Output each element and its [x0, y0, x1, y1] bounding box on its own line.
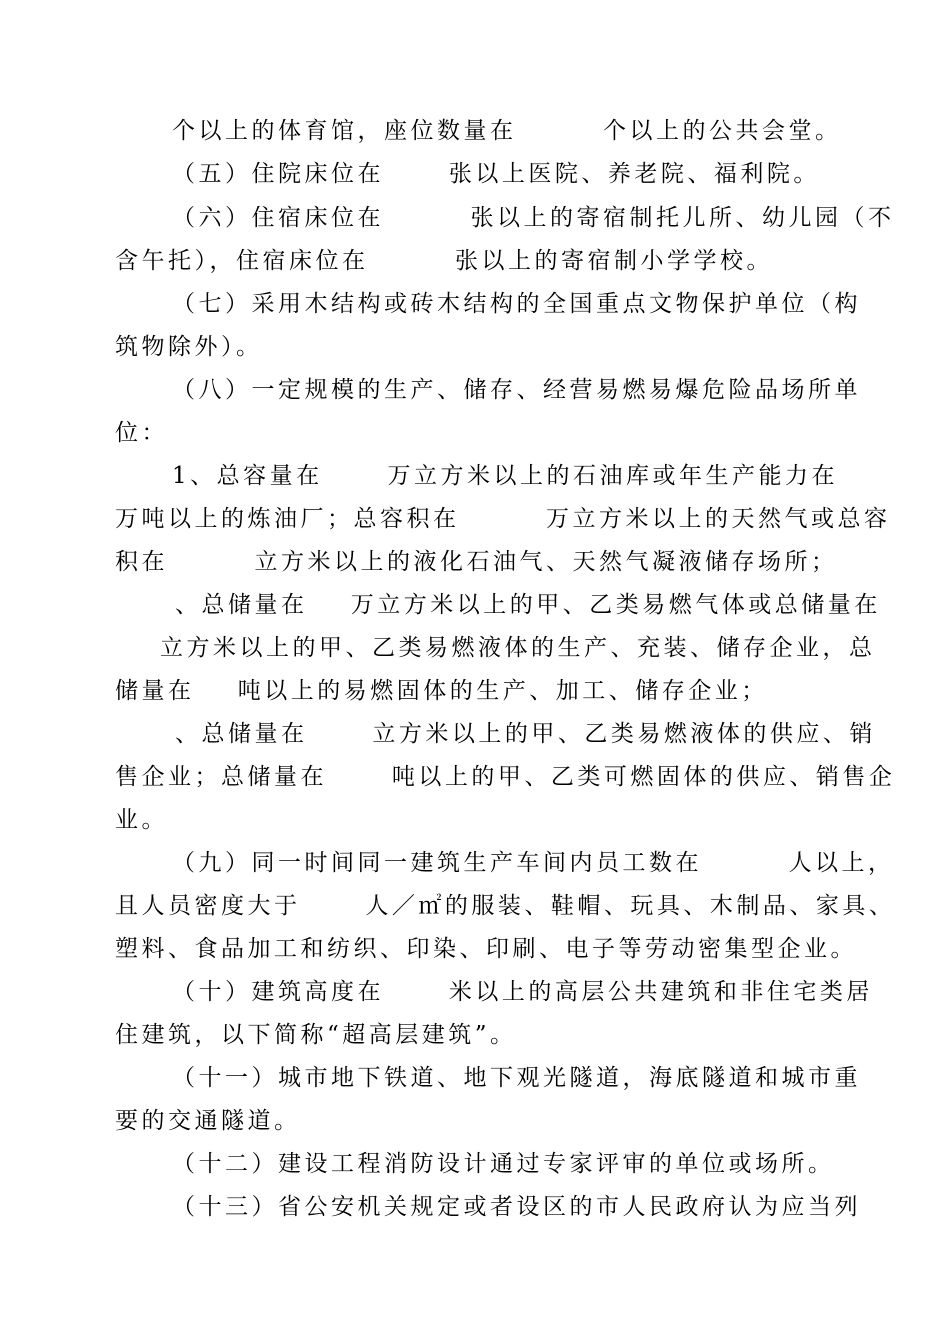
text-line: （十一）城市地下铁道、地下观光隧道，海底隧道和城市重 — [172, 1065, 861, 1091]
text-line: 位： — [115, 420, 168, 446]
text-line: （五）住院床位在 张以上医院、养老院、福利院。 — [172, 161, 820, 187]
text-line: 、总储量在 万立方米以上的甲、乙类易燃气体或总储量在 — [175, 592, 881, 618]
text-line: （六）住宿床位在 张以上的寄宿制托儿所、幼儿园（不 — [172, 205, 895, 231]
text-line: 万吨以上的炼油厂；总容积在 万立方米以上的天然气或总容 — [115, 506, 891, 532]
text-line: （十二）建设工程消防设计通过专家评审的单位或场所。 — [172, 1151, 835, 1177]
text-line: 住建筑，以下简称“超高层建筑”。 — [115, 1022, 517, 1048]
text-line: 业。 — [115, 807, 168, 833]
text-line: 立方米以上的甲、乙类易燃液体的生产、充装、储存企业，总 — [160, 635, 876, 661]
text-line: 筑物除外）。 — [115, 334, 263, 360]
text-line: 、总储量在 立方米以上的甲、乙类易燃液体的供应、销 — [175, 721, 876, 747]
text-line: 储量在 吨以上的易燃固体的生产、加工、储存企业； — [115, 678, 768, 704]
text-line: （七）采用木结构或砖木结构的全国重点文物保护单位（构 — [172, 291, 861, 317]
text-line: 积在 立方米以上的液化石油气、天然气凝液储存场所； — [115, 549, 838, 575]
text-line: 含午托），住宿床位在 张以上的寄宿制小学学校。 — [115, 248, 773, 274]
text-line: （十）建筑高度在 米以上的高层公共建筑和非住宅类居 — [172, 979, 873, 1005]
text-line: 个以上的体育馆，座位数量在 个以上的公共会堂。 — [172, 118, 842, 144]
text-line: 售企业；总储量在 吨以上的甲、乙类可燃固体的供应、销售企 — [115, 764, 896, 790]
text-line: （十三）省公安机关规定或者设区的市人民政府认为应当列 — [172, 1194, 861, 1220]
text-line: （八）一定规模的生产、储存、经营易燃易爆危险品场所单 — [172, 377, 861, 403]
text-line: 且人员密度大于 人／㎡的服装、鞋帽、玩具、木制品、家具、 — [115, 893, 896, 919]
text-line: 1、总容量在 万立方米以上的石油库或年生产能力在 — [172, 463, 838, 489]
text-line: 塑料、食品加工和纺织、印染、印刷、电子等劳动密集型企业。 — [115, 936, 857, 962]
text-line: （九）同一时间同一建筑生产车间内员工数在 人以上， — [172, 850, 895, 876]
text-line: 要的交通隧道。 — [115, 1108, 301, 1134]
